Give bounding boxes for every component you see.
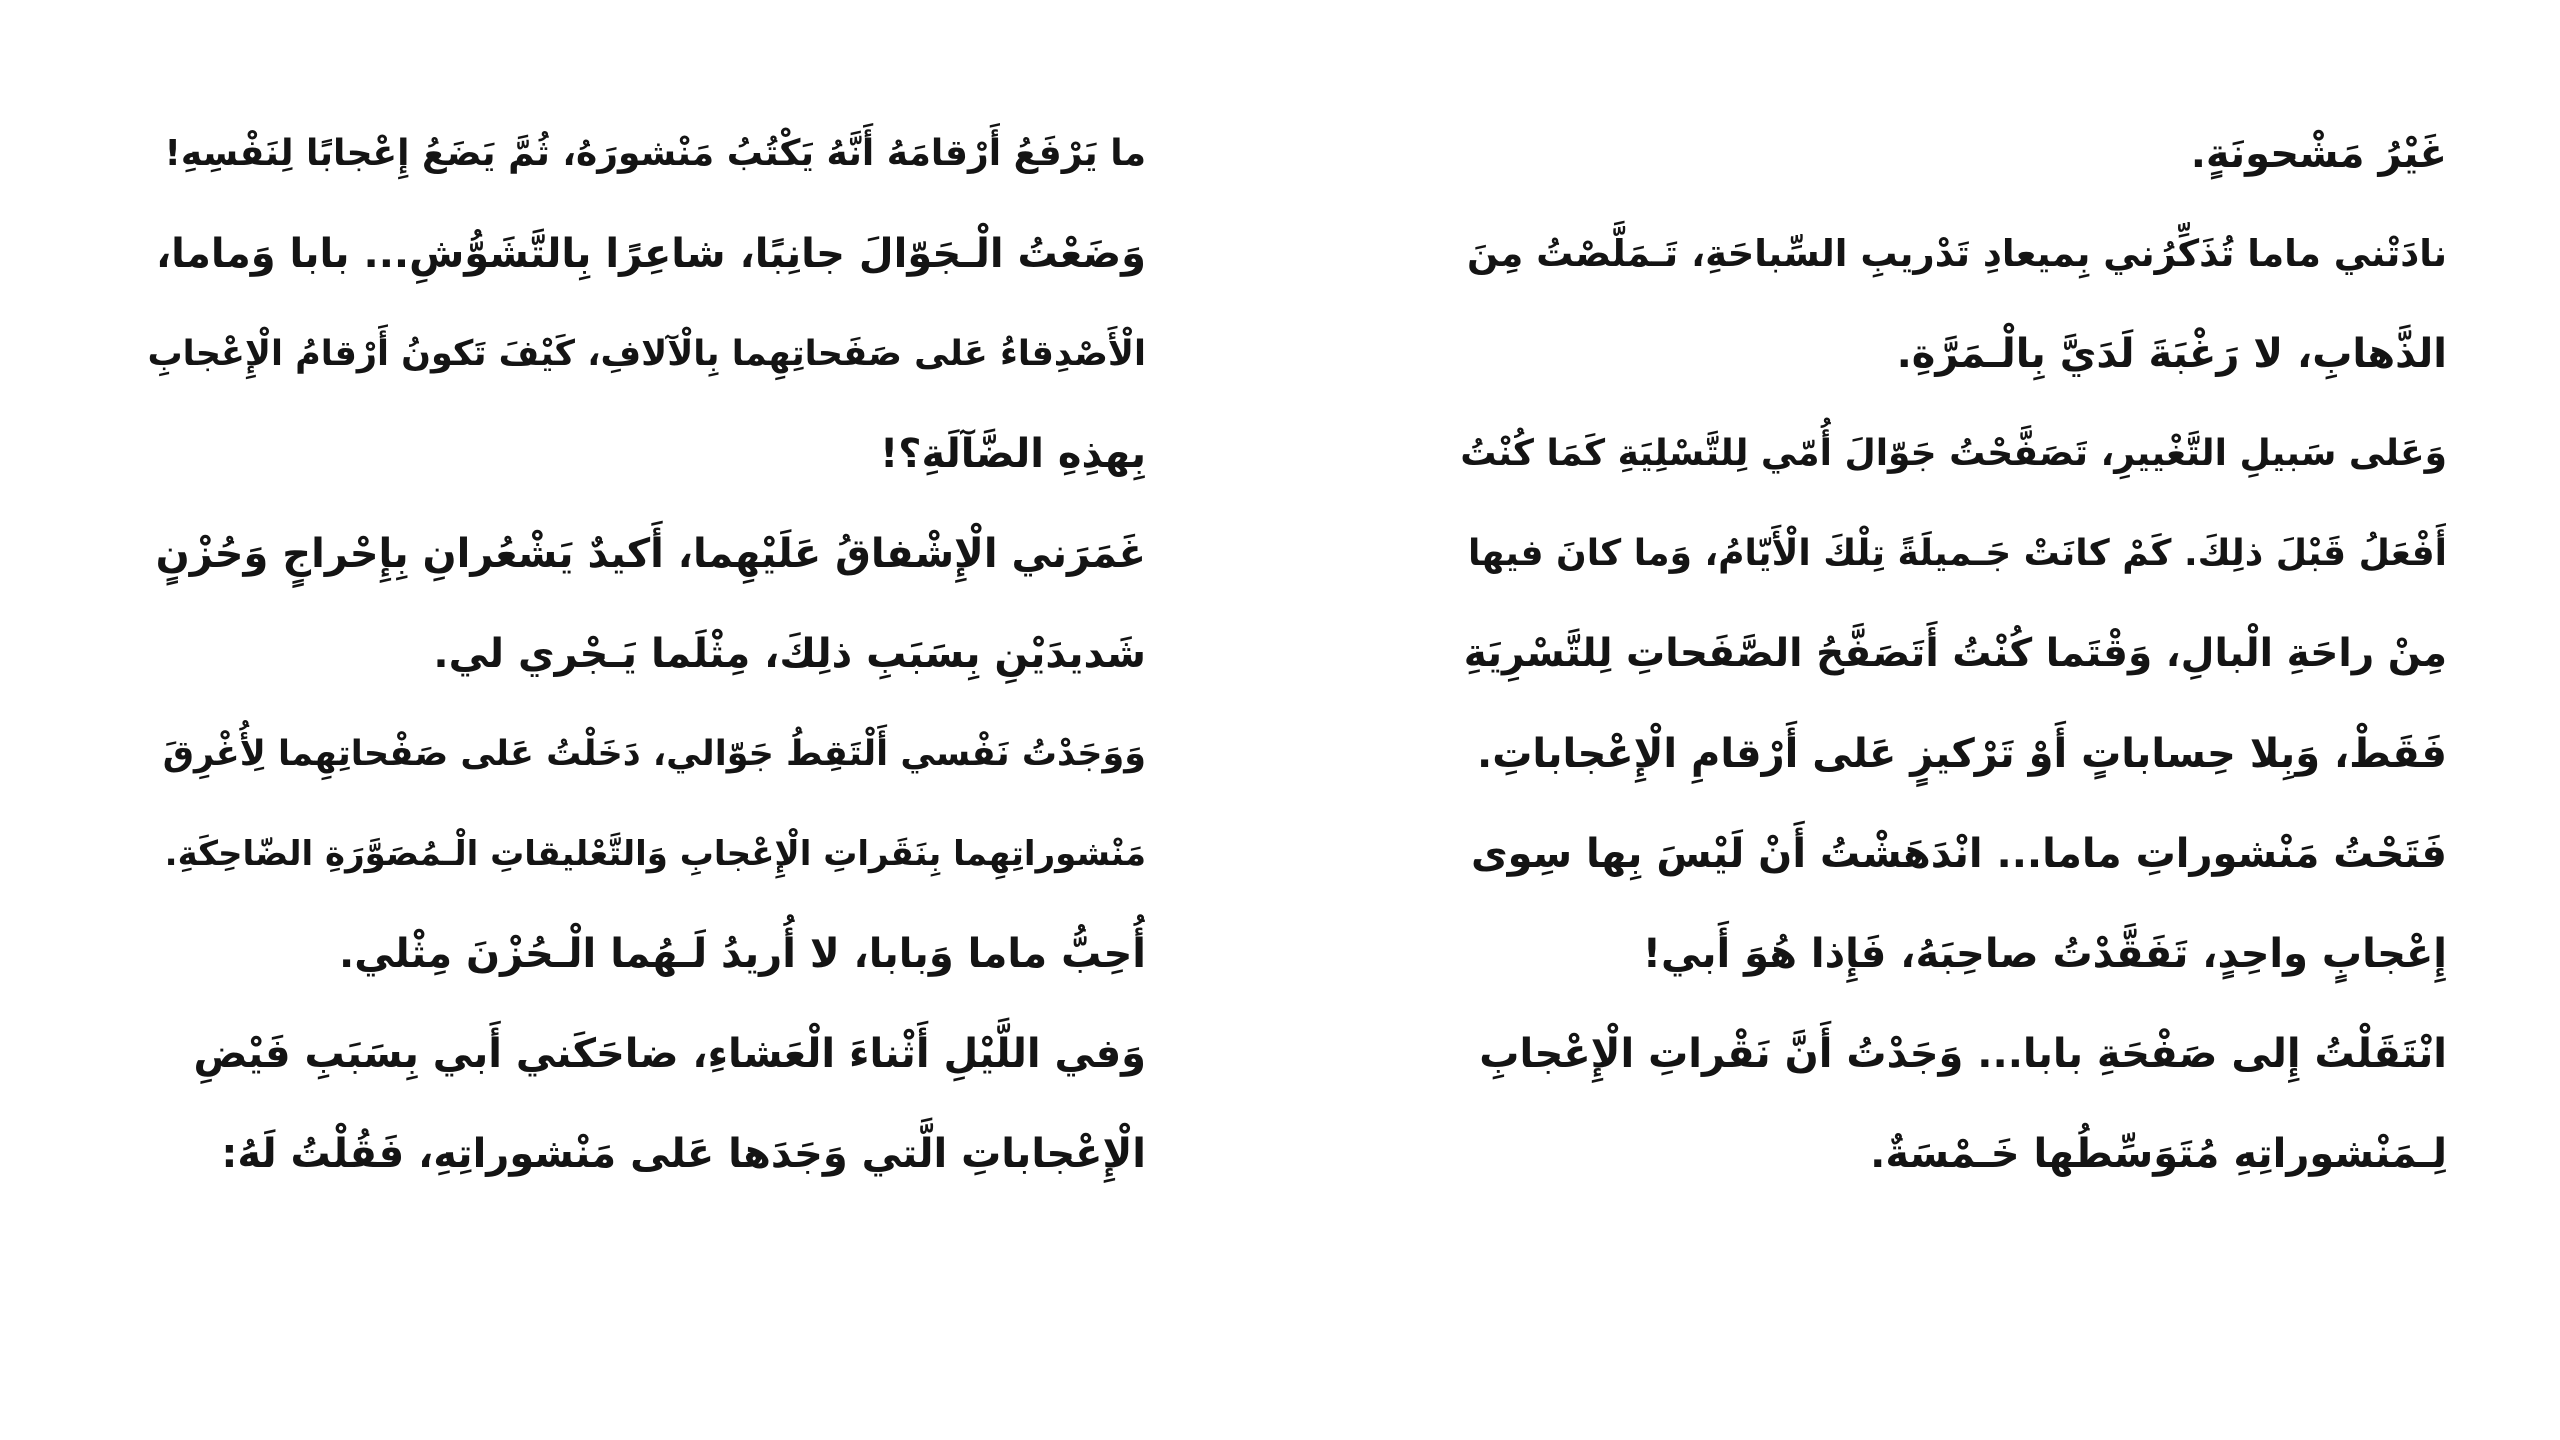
right-page-line-9: إِعْجابٍ واحِدٍ، تَفَقَّدْتُ صاحِبَهُ، فَإِذا هُوَ أَبي! — [1642, 931, 2447, 977]
left-page-line-8: مَنْشوراتِهِما بِنَقَراتِ الْإِعْجابِ وَالتَّعْليقاتِ الْـمُصَوَّرَةِ الضّاحِكَةِ. — [164, 834, 1146, 874]
left-page-line-4: بِهذِهِ الضَّآلَةِ؟! — [880, 431, 1146, 477]
left-page-line-1: ما يَرْفَعُ أَرْقامَهُ أَنَّهُ يَكْتُبُ مَنْشورَهُ، ثُمَّ يَضَعُ إِعْجابًا لِنَفْسِهِ! — [164, 133, 1146, 174]
left-page-line-11: الْإِعْجاباتِ الَّتي وَجَدَها عَلى مَنْشوراتِهِ، فَقُلْتُ لَهُ: — [221, 1131, 1146, 1177]
right-page-line-3: الذَّهابِ، لا رَغْبَةَ لَدَيَّ بِالْـمَرَّةِ. — [1896, 331, 2447, 377]
right-page-line-11: لِـمَنْشوراتِهِ مُتَوَسِّطُها خَـمْسَةٌ. — [1870, 1131, 2447, 1177]
right-page-line-5: أَفْعَلُ قَبْلَ ذلِكَ. كَمْ كانَتْ جَـميلَةً تِلْكَ الْأَيّامُ، وَما كانَ فيها — [1467, 533, 2447, 574]
left-page-line-5: غَمَرَني الْإِشْفاقُ عَلَيْهِما، أَكيدٌ يَشْعُرانِ بِإِحْراجٍ وَحُزْنٍ — [155, 531, 1146, 577]
left-page-line-9: أُحِبُّ ماما وَبابا، لا أُريدُ لَـهُما الْـحُزْنَ مِثْلي. — [339, 931, 1146, 977]
left-page-line-2: وَضَعْتُ الْـجَوّالَ جانِبًا، شاعِرًا بِالتَّشَوُّشِ... بابا وَماما، — [155, 231, 1146, 277]
right-page-line-7: فَقَطْ، وَبِلا حِساباتٍ أَوْ تَرْكيزٍ عَلى أَرْقامِ الْإِعْجاباتِ. — [1477, 731, 2447, 777]
right-page-line-2: نادَتْني ماما تُذَكِّرُني بِميعادِ تَدْريبِ السِّباحَةِ، تَـمَلَّصْتُ مِنَ — [1467, 232, 2447, 275]
right-page — [1447, 104, 2447, 1204]
left-page — [146, 104, 1146, 1204]
left-page-line-6: شَديدَيْنِ بِسَبَبِ ذلِكَ، مِثْلَما يَـجْري لي. — [433, 631, 1146, 677]
right-page-line-1: غَيْرُ مَشْحونَةٍ. — [2190, 131, 2447, 177]
right-page-line-10: انْتَقَلْتُ إِلى صَفْحَةِ بابا... وَجَدْتُ أَنَّ نَقْراتِ الْإِعْجابِ — [1479, 1031, 2447, 1077]
left-page-line-10: وَفي اللَّيْلِ أَثْناءَ الْعَشاءِ، ضاحَكَني أَبي بِسَبَبِ فَيْضِ — [193, 1031, 1146, 1077]
right-page-line-6: مِنْ راحَةِ الْبالِ، وَقْتَما كُنْتُ أَتَصَفَّحُ الصَّفَحاتِ لِلتَّسْرِيَةِ — [1463, 631, 2447, 676]
left-page-line-7: وَوَجَدْتُ نَفْسي أَلْتَقِطُ جَوّالي، دَخَلْتُ عَلى صَفْحاتِهِما لِأُغْرِقَ — [162, 734, 1146, 774]
right-page-line-4: وَعَلى سَبيلِ التَّغْييرِ، تَصَفَّحْتُ جَوّالَ أُمّي لِلتَّسْلِيَةِ كَمَا كُنْتُ — [1460, 433, 2447, 474]
left-page-line-3: الْأَصْدِقاءُ عَلى صَفَحاتِهِما بِالْآلافِ، كَيْفَ تَكونُ أَرْقامُ الْإِعْجابِ — [147, 334, 1146, 374]
right-page-line-8: فَتَحْتُ مَنْشوراتِ ماما... انْدَهَشْتُ أَنْ لَيْسَ بِها سِوى — [1470, 831, 2447, 877]
